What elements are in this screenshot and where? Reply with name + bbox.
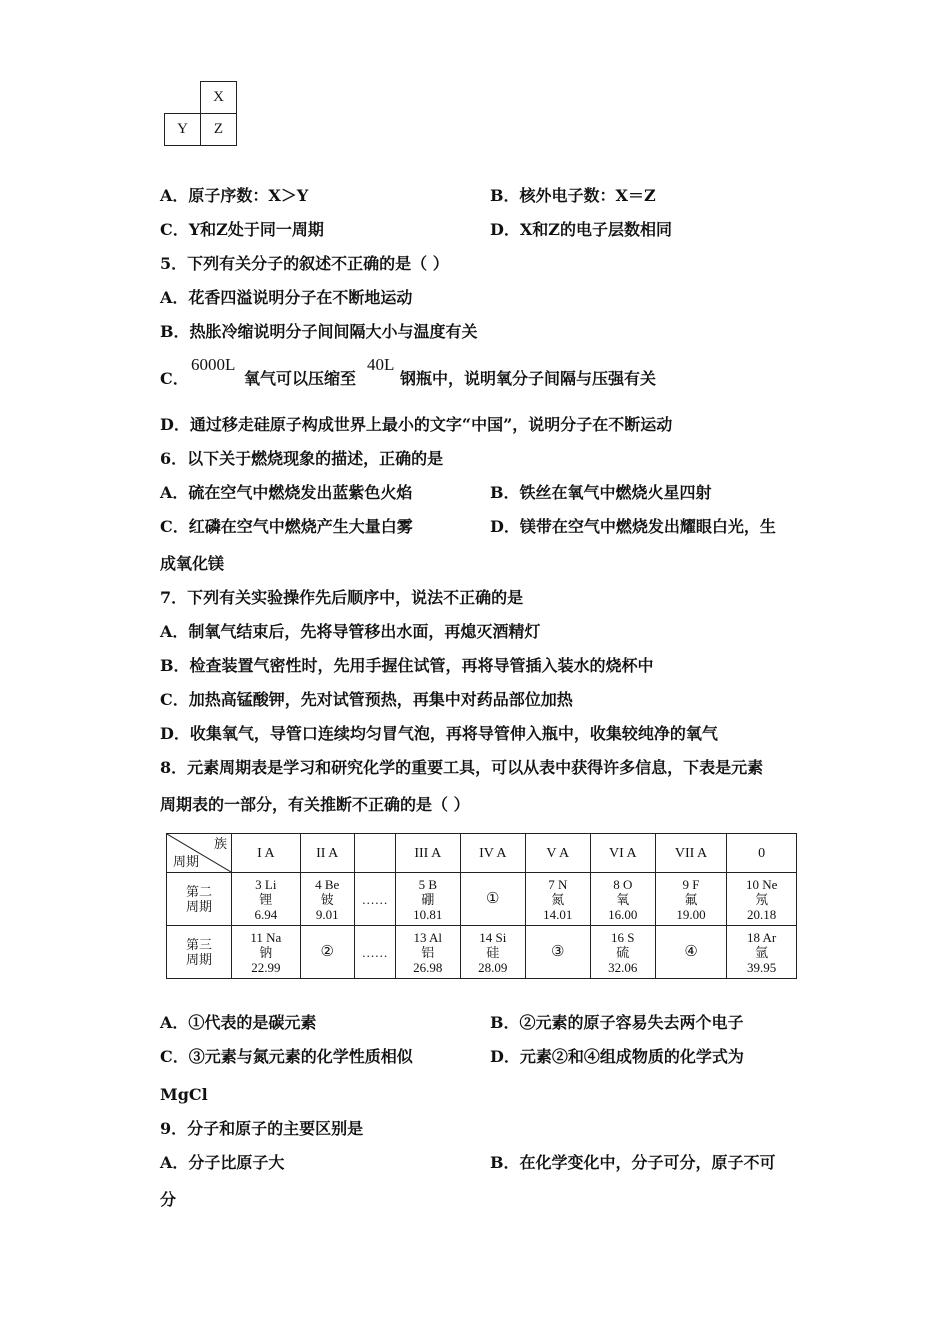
- corner-group-label: 族: [213, 836, 227, 851]
- element-name: 氟: [684, 891, 698, 907]
- q8-option-d-continued: MgCl: [160, 1085, 208, 1104]
- ellipsis: ……: [361, 944, 388, 960]
- q9-stem: 9．分子和原子的主要区别是: [160, 1119, 364, 1138]
- element-name: 硼: [421, 891, 435, 907]
- element-symbol: 16 S: [611, 929, 635, 945]
- period-label-line: 第二: [185, 884, 212, 899]
- element-name: 氧: [616, 891, 630, 907]
- q6-option-a: A．硫在空气中燃烧发出蓝紫色火焰: [160, 483, 413, 502]
- element-symbol: 7 N: [548, 876, 568, 892]
- q6-option-b: B．铁丝在氧气中燃烧火星四射: [490, 483, 712, 502]
- element-symbol: 14 Si: [479, 929, 507, 945]
- grid-cell-y: Y: [165, 114, 201, 146]
- ellipsis-cell: [354, 873, 395, 926]
- element-cell: [395, 873, 460, 926]
- unknown-element-marker: ④: [684, 944, 698, 960]
- grid-cell-x: X: [201, 82, 237, 114]
- ellipsis: ……: [361, 891, 388, 907]
- group-header: IV A: [460, 834, 525, 873]
- q4-option-c: C．Y和Z处于同一周期: [160, 220, 324, 239]
- q8-option-b: B．②元素的原子容易失去两个电子: [490, 1013, 744, 1032]
- group-header: VII A: [655, 834, 727, 873]
- element-mass: 9.01: [315, 906, 339, 922]
- element-name: 硅: [486, 944, 500, 960]
- q9-option-b: B．在化学变化中，分子可分，原子不可: [490, 1153, 776, 1172]
- q8-option-a: A．①代表的是碳元素: [160, 1013, 317, 1032]
- q8-stem-line-1: 8．元素周期表是学习和研究化学的重要工具，可以从表中获得许多信息，下表是元素: [160, 758, 764, 777]
- periodic-table-header-row: [167, 834, 797, 873]
- unknown-element-marker: ③: [551, 944, 565, 960]
- q8-option-c: C．③元素与氮元素的化学性质相似: [160, 1047, 413, 1066]
- element-mass: 14.01: [543, 906, 573, 922]
- element-symbol: 4 Be: [315, 876, 340, 892]
- unknown-element-cell: [300, 926, 354, 979]
- q5-option-b: B．热胀冷缩说明分子间间隔大小与温度有关: [160, 322, 478, 341]
- group-header: III A: [395, 834, 460, 873]
- element-position-grid: [164, 81, 237, 146]
- element-mass: 22.99: [251, 959, 281, 975]
- unknown-element-marker: ②: [320, 944, 334, 960]
- q7-option-a: A．制氧气结束后，先将导管移出水面，再熄灭酒精灯: [160, 622, 541, 641]
- element-name: 硫: [616, 944, 630, 960]
- element-cell: [655, 873, 727, 926]
- element-name: 锂: [259, 891, 273, 907]
- element-mass: 16.00: [608, 906, 638, 922]
- element-mass: 19.00: [676, 906, 706, 922]
- q7-option-d: D．收集氧气，导管口连续均匀冒气泡，再将导管伸入瓶中，收集较纯净的氧气: [160, 724, 718, 743]
- element-symbol: 10 Ne: [745, 876, 778, 892]
- period-2-row: [167, 873, 797, 926]
- q4-option-a: A．原子序数：X＞Y: [160, 186, 309, 205]
- element-mass: 32.06: [608, 959, 638, 975]
- element-cell: [727, 926, 797, 979]
- element-cell: [590, 926, 655, 979]
- q6-option-c: C．红磷在空气中燃烧产生大量白雾: [160, 517, 413, 536]
- q7-option-b: B．检查装置气密性时，先用手握住试管，再将导管插入装水的烧杯中: [160, 656, 654, 675]
- ellipsis-cell: [354, 926, 395, 979]
- period-label: [167, 873, 232, 926]
- periodic-table-corner: [167, 834, 232, 873]
- unknown-element-cell: [460, 873, 525, 926]
- q5-volume-2: 40L: [367, 355, 395, 374]
- q5-option-a: A．花香四溢说明分子在不断地运动: [160, 288, 413, 307]
- element-symbol: 5 B: [418, 876, 437, 892]
- period-label-line: 周期: [185, 952, 212, 967]
- period-label-line: 周期: [185, 899, 212, 914]
- q6-stem: 6．以下关于燃烧现象的描述，正确的是: [160, 449, 444, 468]
- element-cell: [395, 926, 460, 979]
- element-cell: [590, 873, 655, 926]
- element-cell: [727, 873, 797, 926]
- element-name: 氖: [755, 891, 769, 907]
- element-mass: 10.81: [413, 906, 443, 922]
- q5-option-d: D．通过移走硅原子构成世界上最小的文字“中国”，说明分子在不断运动: [160, 415, 673, 434]
- q5-option-c-prefix: C．: [160, 369, 189, 388]
- element-name: 钠: [259, 944, 273, 960]
- q5-option-c-mid: 氧气可以压缩至: [244, 369, 357, 388]
- group-header: I A: [232, 834, 301, 873]
- q9-option-b-continued: 分: [160, 1190, 177, 1209]
- group-header: 0: [727, 834, 797, 873]
- group-header: II A: [300, 834, 354, 873]
- period-3-row: [167, 926, 797, 979]
- unknown-element-marker: ①: [486, 891, 500, 907]
- element-symbol: 3 Li: [255, 876, 277, 892]
- q8-stem-line-2: 周期表的一部分，有关推断不正确的是（ ）: [160, 795, 470, 814]
- unknown-element-cell: [525, 926, 590, 979]
- element-symbol: 11 Na: [250, 929, 282, 945]
- q4-option-b: B．核外电子数：X＝Z: [490, 186, 656, 205]
- element-cell: [460, 926, 525, 979]
- group-header: [354, 834, 395, 873]
- q5-volume-1: 6000L: [191, 355, 236, 374]
- q4-option-d: D．X和Z的电子层数相同: [490, 220, 672, 239]
- q6-option-d-continued: 成氧化镁: [160, 554, 225, 573]
- element-cell: [232, 873, 301, 926]
- element-mass: 39.95: [747, 959, 777, 975]
- element-symbol: 18 Ar: [747, 929, 777, 945]
- q7-stem: 7．下列有关实验操作先后顺序中，说法不正确的是: [160, 588, 524, 607]
- element-symbol: 13 Al: [413, 929, 443, 945]
- periodic-table-excerpt: [166, 833, 797, 979]
- q7-option-c: C．加热高锰酸钾，先对试管预热，再集中对药品部位加热: [160, 690, 573, 709]
- q6-option-d: D．镁带在空气中燃烧发出耀眼白光，生: [490, 517, 776, 536]
- element-symbol: 9 F: [682, 876, 700, 892]
- q5-option-c-suffix: 钢瓶中，说明氧分子间隔与压强有关: [400, 369, 657, 388]
- grid-empty-cell: [165, 82, 201, 114]
- element-name: 氮: [551, 891, 565, 907]
- unknown-element-cell: [655, 926, 727, 979]
- element-name: 氩: [755, 944, 769, 960]
- period-label: [167, 926, 232, 979]
- element-cell: [525, 873, 590, 926]
- corner-period-label: 周期: [173, 854, 200, 869]
- element-mass: 20.18: [747, 906, 777, 922]
- element-mass: 6.94: [254, 906, 278, 922]
- element-mass: 26.98: [413, 959, 443, 975]
- q9-option-a: A．分子比原子大: [160, 1153, 285, 1172]
- element-mass: 28.09: [478, 959, 508, 975]
- element-name: 铍: [320, 891, 334, 907]
- element-symbol: 8 O: [613, 876, 633, 892]
- element-cell: [300, 873, 354, 926]
- q8-option-d: D．元素②和④组成物质的化学式为: [490, 1047, 744, 1066]
- group-header: VI A: [590, 834, 655, 873]
- period-label-line: 第三: [185, 937, 212, 952]
- element-name: 铝: [421, 944, 435, 960]
- group-header: V A: [525, 834, 590, 873]
- grid-cell-z: Z: [201, 114, 237, 146]
- element-cell: [232, 926, 301, 979]
- q5-stem: 5．下列有关分子的叙述不正确的是（ ）: [160, 254, 449, 273]
